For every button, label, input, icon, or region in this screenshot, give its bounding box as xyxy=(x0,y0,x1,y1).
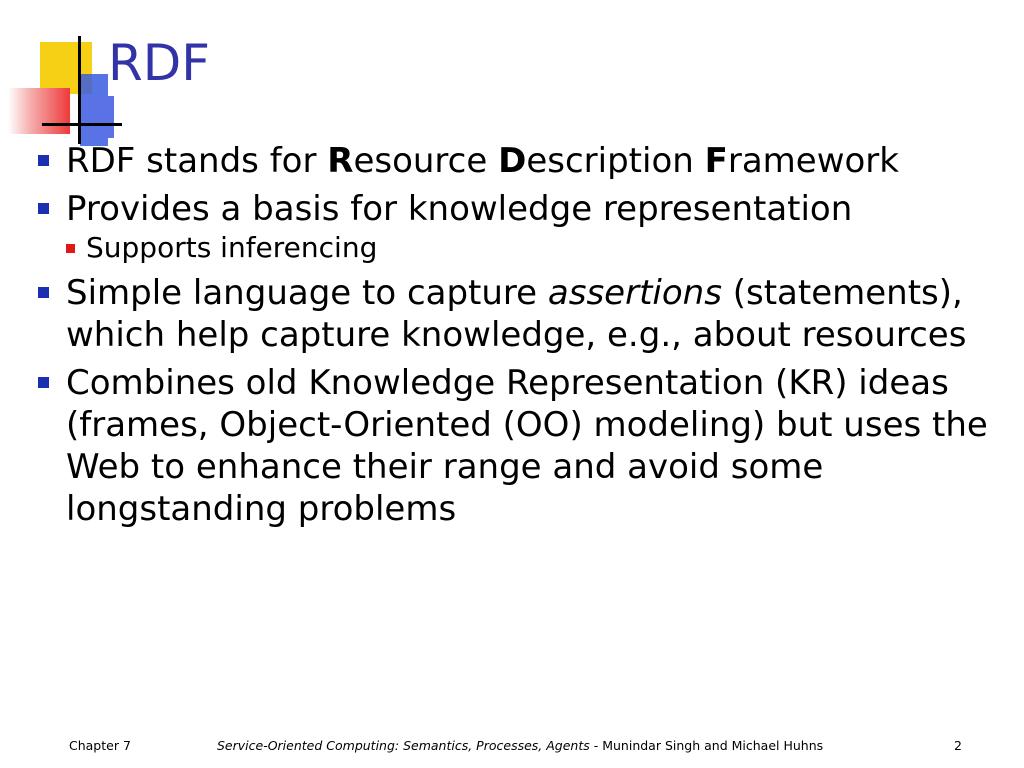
bullet-text-before: Simple language to capture xyxy=(66,273,548,313)
sub-bullet-list xyxy=(66,230,998,266)
bold-letter-f: F xyxy=(704,141,728,181)
logo-blue-square xyxy=(84,96,114,138)
bullet-item-assertions xyxy=(38,272,998,356)
bullet-square-icon xyxy=(38,377,49,388)
bullet-text: Combines old Knowledge Representation (KR) ideas (frames, Object-Oriented (OO) modeling) but uses the Web to enhance their range and avoid some longstanding problems xyxy=(66,363,988,529)
sub-bullet-item-inferencing xyxy=(66,230,998,266)
bullet-square-icon xyxy=(38,203,49,214)
italic-assertions: assertions xyxy=(547,273,722,313)
bullet-item-combines-kr xyxy=(38,362,998,530)
bullet-item-knowledge-representation xyxy=(38,188,998,266)
bullet-text: Provides a basis for knowledge representation xyxy=(66,189,853,229)
bullet-text-prefix: RDF stands for xyxy=(66,141,328,181)
footer-page-number: 2 xyxy=(954,738,962,753)
logo-horizontal-line xyxy=(42,123,122,126)
bullet-list xyxy=(38,140,998,536)
bullet-text-after: (statements), which help capture knowledge, e.g., about resources xyxy=(66,273,967,355)
sub-bullet-text: Supports inferencing xyxy=(86,231,378,264)
slide-title: RDF xyxy=(108,34,211,92)
bold-letter-r: R xyxy=(327,141,354,181)
word-rest-description: escription xyxy=(526,141,705,181)
bold-letter-d: D xyxy=(498,141,527,181)
word-rest-framework: ramework xyxy=(727,141,899,181)
footer-citation xyxy=(217,738,823,753)
bullet-item-rdf-definition xyxy=(38,140,998,182)
footer-book-title: Service-Oriented Computing: Semantics, Processes, Agents xyxy=(217,738,590,753)
slide-footer xyxy=(0,738,1024,756)
logo-red-square xyxy=(8,88,70,134)
footer-chapter: Chapter 7 xyxy=(69,738,131,753)
word-rest-resource: esource xyxy=(353,141,499,181)
bullet-square-icon xyxy=(38,155,49,166)
footer-authors: - Munindar Singh and Michael Huhns xyxy=(589,738,824,753)
bullet-square-icon xyxy=(38,287,49,298)
sub-bullet-square-icon xyxy=(66,244,75,253)
logo-vertical-line xyxy=(78,36,81,144)
